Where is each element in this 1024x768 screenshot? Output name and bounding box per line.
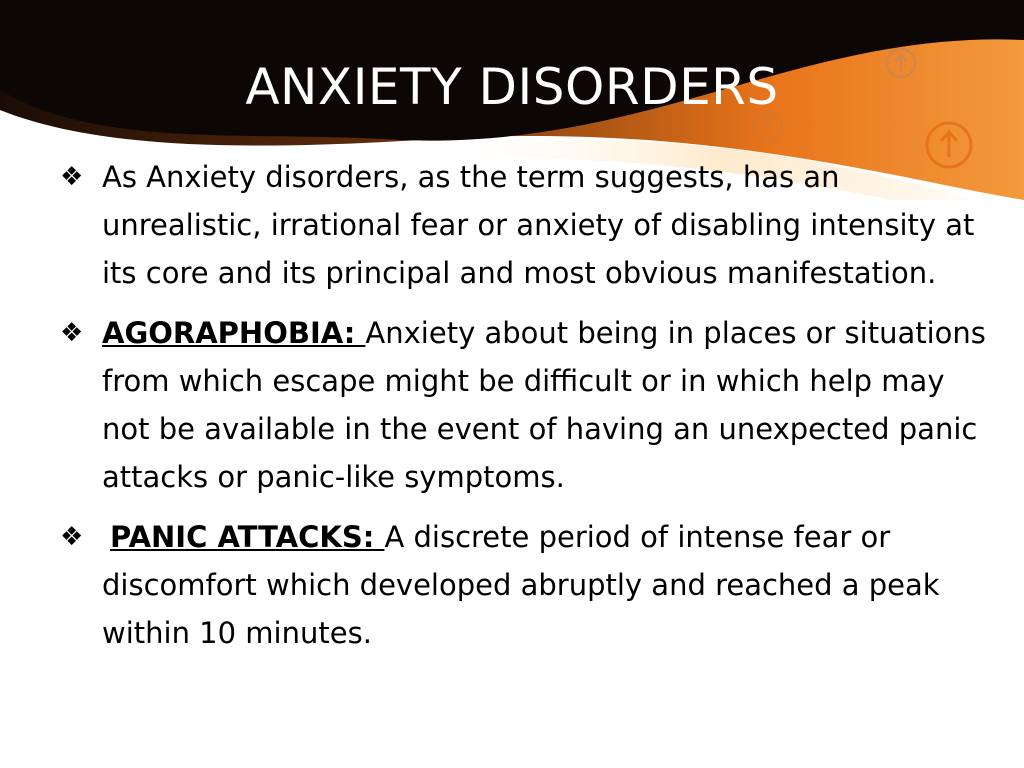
list-item [60,513,990,657]
item-text: As Anxiety disorders, as the term suggests, has an unrealistic, irrational fear or anxiety of disabling intensity at its core and its principal and most obvious manifestation. [102,160,975,290]
four-diamond-bullet-icon: ❖ [60,318,84,348]
bullet-list [60,153,990,669]
list-item [60,153,990,297]
list-item [60,309,990,501]
four-diamond-bullet-icon: ❖ [60,162,84,192]
item-text: A discrete period of intense fear or discomfort which developed abruptly and reached a peak within 10 minutes. [102,520,940,650]
item-text: Anxiety about being in places or situations from which escape might be difficult or in which help may not be available in the event of having an unexpected panic attacks or panic-like symptoms. [102,316,986,494]
four-diamond-bullet-icon: ❖ [60,522,84,552]
slide-title: ANXIETY DISORDERS [245,58,779,116]
item-term: PANIC ATTACKS: [110,520,385,554]
item-term: AGORAPHOBIA: [102,316,366,350]
